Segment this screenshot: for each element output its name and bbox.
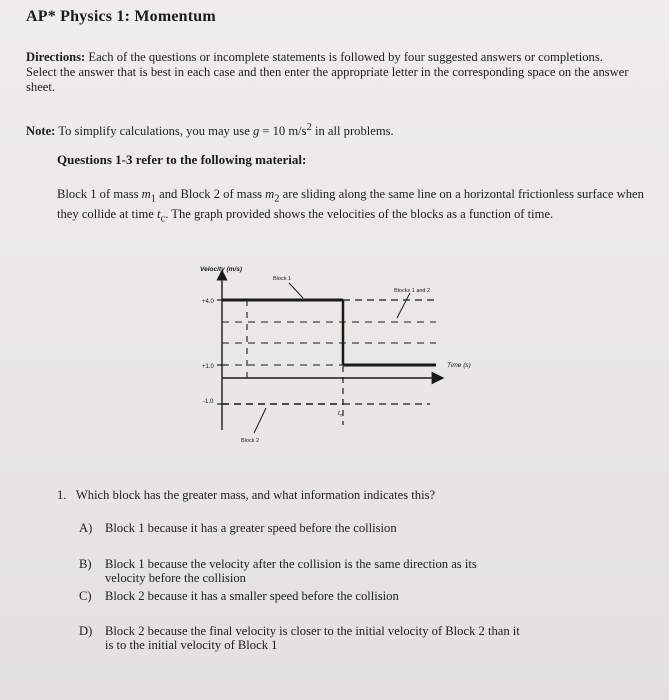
- tick-label-minus1: -1.0: [203, 399, 214, 405]
- question-1-text: Which block has the greater mass, and what information indicates this?: [75, 488, 436, 502]
- mass-symbol-1: m: [141, 187, 151, 201]
- note-label: Note:: [26, 124, 56, 139]
- choice-d-text-cont: is to the initial velocity of Block 1: [105, 638, 278, 652]
- tick-label-plus4: +4.0: [202, 299, 214, 305]
- block2-pointer: [254, 408, 266, 433]
- questions-header: Questions 1-3 refer to the following material:: [57, 152, 307, 167]
- choice-b-text-cont: velocity before the collision: [105, 571, 246, 585]
- mass-subscript-2: 2: [274, 193, 280, 205]
- choice-b-text: Block 1 because the velocity after the collision is the same direction as its: [105, 557, 477, 571]
- choice-b-letter: B): [79, 557, 92, 571]
- directions-label: Directions:: [26, 50, 86, 64]
- material-text-1: Block 1 of mass: [57, 187, 142, 201]
- time-subscript: c: [160, 213, 166, 225]
- x-axis-label: Time (s): [447, 362, 471, 369]
- choice-d-letter: D): [79, 624, 93, 638]
- choice-a-letter: A): [79, 521, 93, 535]
- choice-d-text: Block 2 because the final velocity is closer to the initial velocity of Block 2 than it: [105, 624, 520, 638]
- time-symbol: t: [157, 206, 161, 221]
- block2-label: Block 2: [241, 438, 260, 444]
- note-text-mid: = 10 m/s: [259, 124, 307, 139]
- mass-symbol-2: m: [265, 187, 275, 201]
- blocks12-label: Blocks 1 and 2: [394, 288, 431, 294]
- material-text-4: . The graph provided shows the velocities of the blocks as a function of time.: [165, 206, 554, 221]
- tick-label-plus1: +1.0: [202, 364, 214, 370]
- choice-c[interactable]: [79, 589, 399, 603]
- tc-label-t: t: [338, 410, 340, 417]
- question-1: [57, 488, 435, 503]
- question-1-number: 1.: [57, 488, 67, 502]
- material-text-3: are sliding along the same line on a horizontal frictionless surface when they collide at time: [57, 187, 644, 221]
- block1-label: Block 1: [273, 276, 292, 282]
- block1-pointer: [289, 283, 303, 298]
- choice-b[interactable]: [79, 557, 477, 585]
- choice-a[interactable]: [79, 521, 397, 535]
- note-text-after: in all problems.: [311, 124, 394, 139]
- note-superscript: 2: [306, 122, 312, 133]
- page-title: AP* Physics 1: Momentum: [26, 8, 216, 25]
- choice-c-text: Block 2 because it has a smaller speed before the collision: [105, 589, 399, 603]
- mass-subscript-1: 1: [150, 193, 157, 205]
- choice-c-letter: C): [79, 589, 92, 603]
- blocks12-pointer: [397, 293, 410, 318]
- note-g-symbol: g: [252, 124, 260, 139]
- choice-a-text: Block 1 because it has a greater speed before the collision: [105, 521, 397, 535]
- tc-label-sub: c: [339, 412, 343, 418]
- y-axis-label: Velocity (m/s): [200, 266, 243, 273]
- directions-text: Each of the questions or incomplete statements is followed by four suggested answers or completions. Select the answer that is best in each case and then enter the appropriate letter in the corresponding space on the answer sheet.: [26, 50, 629, 94]
- choice-d[interactable]: [79, 624, 520, 652]
- note-text-before: To simplify calculations, you may use: [58, 124, 253, 139]
- tc-label: [338, 410, 343, 418]
- material-text-2: and Block 2 of mass: [156, 187, 266, 201]
